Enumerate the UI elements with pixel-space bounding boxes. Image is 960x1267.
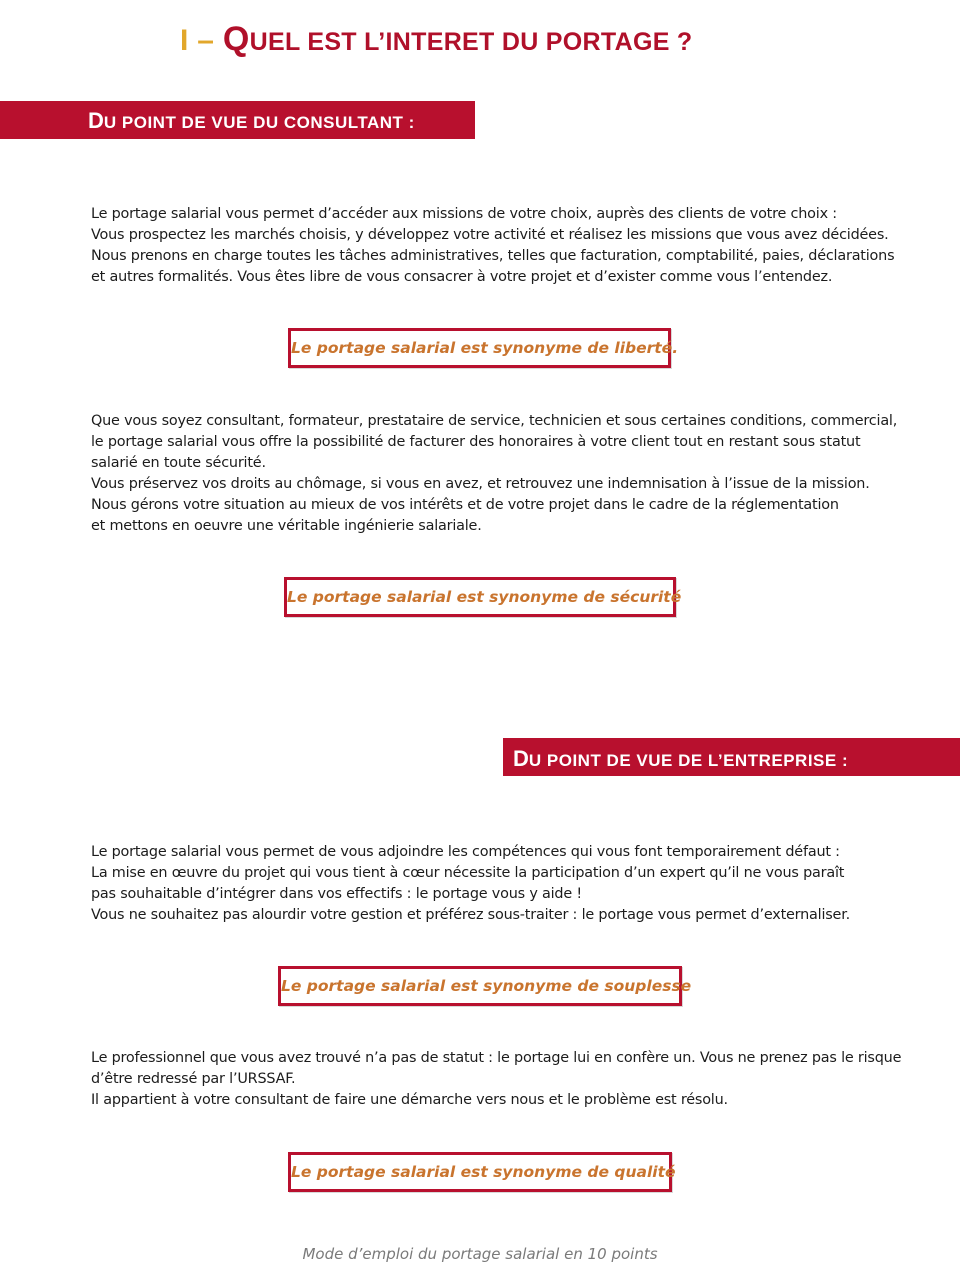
callout-souplesse: Le portage salarial est synonyme de souplesse	[278, 966, 682, 1006]
banner-initial: D	[513, 746, 529, 771]
text-line: Il appartient à votre consultant de faire une démarche vers nous et le problème est résolu.	[91, 1092, 728, 1108]
text-line: Le portage salarial vous permet de vous adjoindre les compétences qui vous font temporairement défaut :	[91, 844, 840, 860]
banner-rest: U POINT DE VUE DE L’ENTREPRISE :	[528, 751, 849, 770]
section-banner-consultant	[0, 101, 475, 139]
text-line: Le professionnel que vous avez trouvé n’a pas de statut : le portage lui en confère un. Vous ne prenez pas le risque	[91, 1050, 902, 1066]
paragraph-entreprise-status	[91, 1048, 902, 1111]
text-line: Que vous soyez consultant, formateur, prestataire de service, technicien et sous certaines conditions, commercial,	[91, 413, 898, 429]
callout-qualite: Le portage salarial est synonyme de qualité	[288, 1152, 672, 1192]
text-line: Vous préservez vos droits au chômage, si vous en avez, et retrouvez une indemnisation à l’issue de la mission.	[91, 476, 870, 492]
text-line: Vous prospectez les marchés choisis, y développez votre activité et réalisez les missions que vous avez décidées.	[91, 227, 889, 243]
text-line: La mise en œuvre du projet qui vous tient à cœur nécessite la participation d’un expert qu’il ne vous paraît	[91, 865, 845, 881]
text-line: Vous ne souhaitez pas alourdir votre gestion et préférez sous-traiter : le portage vous permet d’externaliser.	[91, 907, 850, 923]
text-line: d’être redressé par l’URSSAF.	[91, 1071, 296, 1087]
text-line: et mettons en oeuvre une véritable ingénierie salariale.	[91, 518, 482, 534]
text-line: Le portage salarial vous permet d’accéder aux missions de votre choix, auprès des clients de votre choix :	[91, 206, 837, 222]
section-banner-entreprise	[503, 738, 960, 776]
page-title	[180, 20, 692, 61]
text-line: Nous prenons en charge toutes les tâches administratives, telles que facturation, comptabilité, paies, déclarations	[91, 248, 895, 264]
text-line: le portage salarial vous offre la possibilité de facturer des honoraires à votre client tout en restant sous statut	[91, 434, 861, 450]
page-footer: Mode d’emploi du portage salarial en 10 points	[302, 1245, 658, 1263]
text-line: Nous gérons votre situation au mieux de vos intérêts et de votre projet dans le cadre de la réglementation	[91, 497, 839, 513]
text-line: et autres formalités. Vous êtes libre de vous consacrer à votre projet et d’exister comme vous l’entendez.	[91, 269, 833, 285]
paragraph-consultant-security	[91, 411, 898, 537]
title-rest: UEL EST L’INTERET DU PORTAGE ?	[249, 28, 693, 57]
callout-securite: Le portage salarial est synonyme de sécurité	[284, 577, 676, 617]
text-line: salarié en toute sécurité.	[91, 455, 266, 471]
banner-rest: U POINT DE VUE DU CONSULTANT :	[103, 113, 415, 132]
paragraph-consultant-choice	[91, 204, 895, 288]
banner-initial: D	[88, 108, 104, 133]
chapter-number: I –	[180, 24, 215, 58]
paragraph-entreprise-skills	[91, 842, 891, 926]
title-initial: Q	[222, 20, 250, 59]
callout-liberte: Le portage salarial est synonyme de liberté.	[288, 328, 671, 368]
text-line: pas souhaitable d’intégrer dans vos effectifs : le portage vous y aide !	[91, 886, 582, 902]
